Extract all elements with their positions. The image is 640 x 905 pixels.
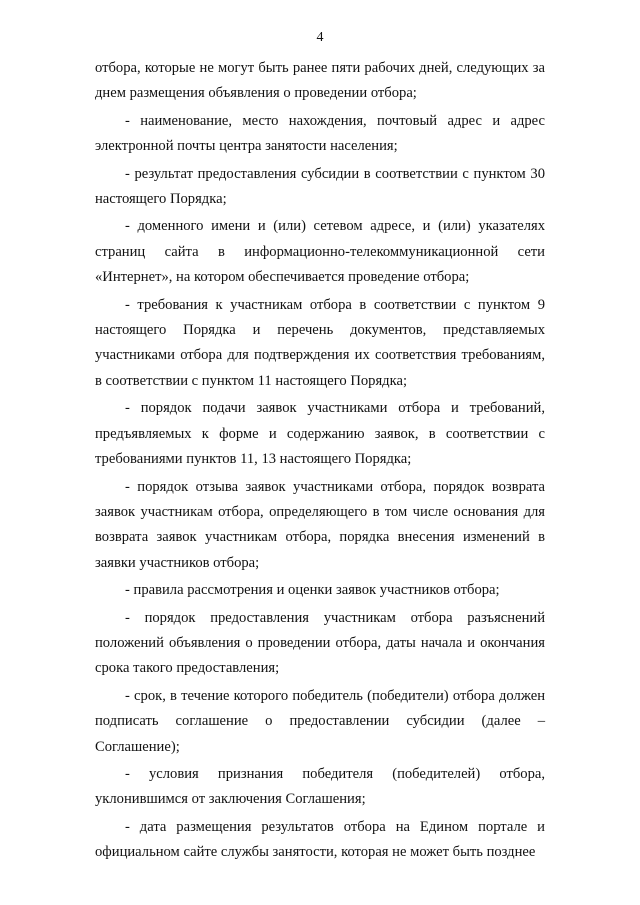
paragraph-continuation: отбора, которые не могут быть ранее пяти рабочих дней, следующих за днем размещения объявления о проведении отбора; <box>95 60 545 102</box>
list-item-application-procedure: - порядок подачи заявок участниками отбора и требований, предъявляемых к форме и содержанию заявок, в соответствии с требованиями пунктов 11, 13 настоящего Порядка; <box>95 400 545 468</box>
list-item-evasion-conditions: - условия признания победителя (победителей) отбора, уклонившимся от заключения Соглашения; <box>95 765 545 808</box>
list-item-withdrawal-procedure: - порядок отзыва заявок участниками отбора, порядок возврата заявок участникам отбора, определяющего в том числе основания для возврата заявок участникам отбора, порядка внесения изменений в заявки участников отбора; <box>95 478 545 571</box>
list-item-agreement-deadline: - срок, в течение которого победитель (победители) отбора должен подписать соглашение о предоставлении субсидии (далее – Соглашение); <box>95 687 545 755</box>
list-item-clarification-procedure: - порядок предоставления участникам отбора разъяснений положений объявления о проведении отбора, даты начала и окончания срока такого предоставления; <box>95 609 545 677</box>
list-item-domain-name: - доменного имени и (или) сетевом адресе, и (или) указателях страниц сайта в информационно-телекоммуникационной сети «Интернет», на котором обеспечивается проведение отбора; <box>95 218 545 286</box>
list-item-participant-requirements: - требования к участникам отбора в соответствии с пунктом 9 настоящего Порядка и перечень документов, представляемых участниками отбора для подтверждения их соответствия требованиям, в соответствии с пунктом 11 настоящего Порядка; <box>95 296 545 389</box>
list-item-review-rules: - правила рассмотрения и оценки заявок участников отбора; <box>125 582 500 599</box>
list-item-results-date: - дата размещения результатов отбора на Едином портале и официальном сайте службы занятости, которая не может быть позднее <box>95 818 545 861</box>
page-number: 4 <box>316 30 324 45</box>
document-body <box>95 56 545 866</box>
list-item-subsidy-result: - результат предоставления субсидии в соответствии с пунктом 30 настоящего Порядка; <box>95 165 545 208</box>
list-item-name-address: - наименование, место нахождения, почтовый адрес и адрес электронной почты центра занятости населения; <box>95 112 545 155</box>
